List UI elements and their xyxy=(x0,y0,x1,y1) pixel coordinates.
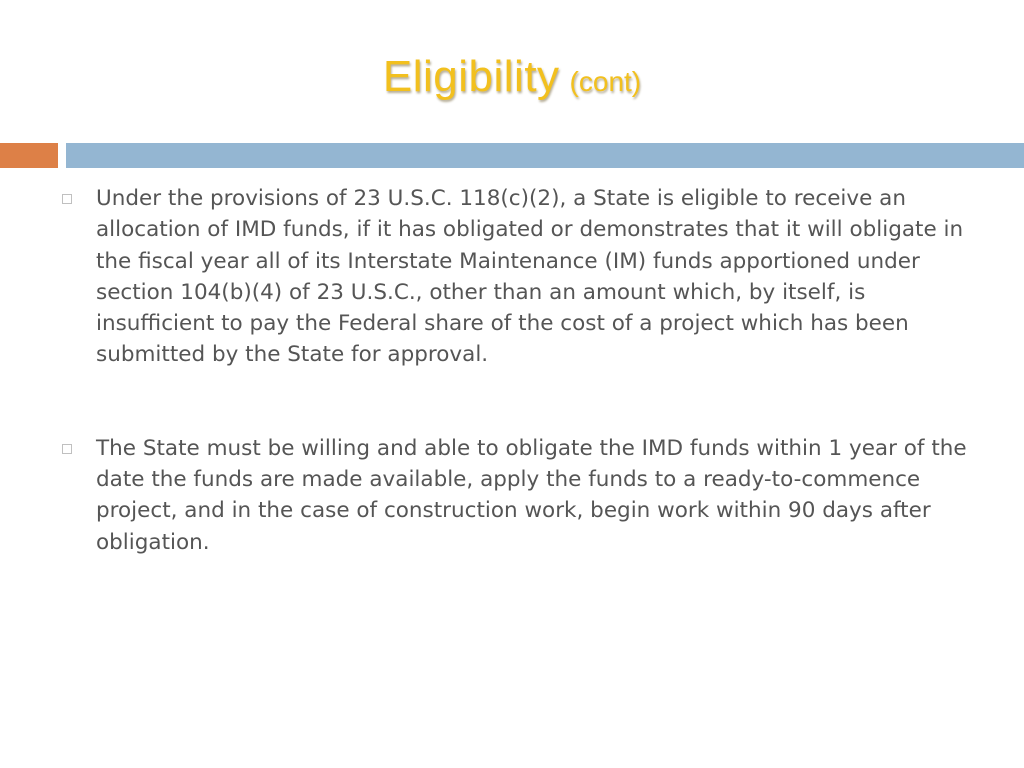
accent-bar xyxy=(0,143,58,168)
bullet-text: The State must be willing and able to obligate the IMD funds within 1 year of the date the funds are made available, apply the funds to a ready-to-commence project, and in the case of construction work, begin work within 90 days after obligation. xyxy=(96,435,967,555)
bullet-list xyxy=(62,183,967,558)
square-bullet-icon xyxy=(62,194,72,204)
title-main: Eligibility xyxy=(382,52,560,101)
bullet-item xyxy=(62,433,967,558)
bullet-text: Under the provisions of 23 U.S.C. 118(c)(2), a State is eligible to receive an allocation of IMD funds, if it has obligated or demonstrates that it will obligate in the fiscal year all of its Interstate Maintenance (IM) funds apportioned under section 104(b)(4) of 23 U.S.C., other than an amount which, by itself, is insufficient to pay the Federal share of the cost of a project which has been submitted by the State for approval. xyxy=(96,186,964,368)
square-bullet-icon xyxy=(62,444,72,454)
title-rule-bar xyxy=(66,143,1024,168)
slide-title xyxy=(0,52,1024,102)
title-suffix: (cont) xyxy=(569,66,642,97)
bullet-item xyxy=(62,183,967,371)
